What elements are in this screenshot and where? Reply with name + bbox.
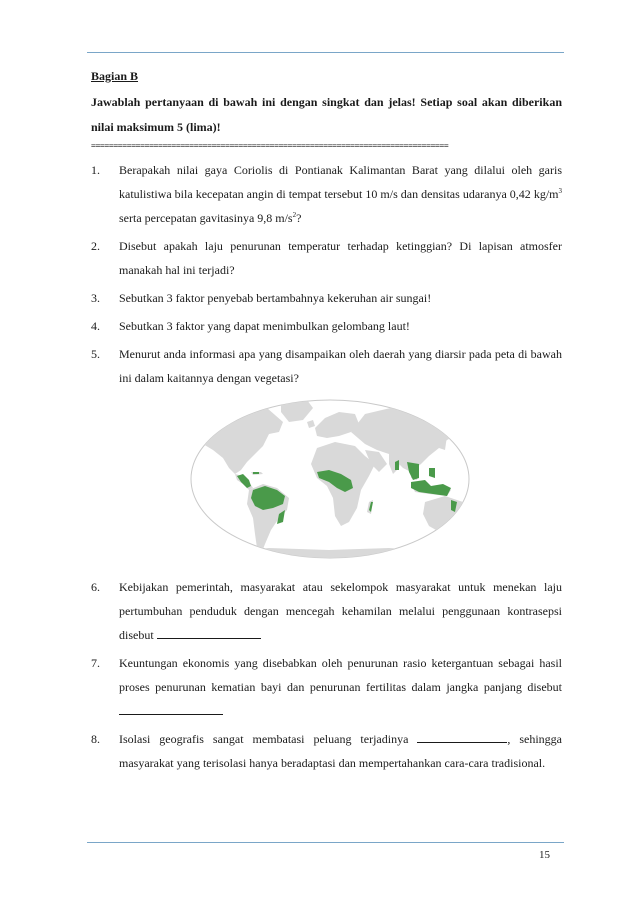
instruction-text: Jawablah pertanyaan di bawah ini dengan singkat dan jelas! Setiap soal akan diberikan nilai maksimum 5 (lima)! [91, 95, 562, 134]
question-text-part: Berapakah nilai gaya Coriolis di Pontianak Kalimantan Barat yang dilalui oleh garis katulistiwa bila kecepatan angin di tempat tersebut 10 m/s dan densitas udaranya 0,42 kg/m [119, 163, 562, 201]
question-1 [91, 158, 562, 230]
section-title: Bagian B [91, 69, 139, 83]
question-text [119, 727, 562, 775]
superscript: 2 [292, 211, 297, 219]
world-map-image [189, 398, 471, 560]
separator-line: ================================================================================ [91, 141, 449, 150]
question-3 [91, 286, 562, 310]
question-text-part: ? [296, 211, 302, 225]
question-text: Menurut anda informasi apa yang disampaikan oleh daerah yang diarsir pada peta di bawah ini dalam kaitannya dengan vegetasi? [119, 347, 562, 385]
question-7 [91, 651, 562, 723]
question-text-part: Kebijakan pemerintah, masyarakat atau sekelompok masyarakat untuk menekan laju pertumbuhan penduduk dengan mencegah kehamilan melalui penggunaan kontrasepsi disebut [119, 580, 562, 642]
question-text [119, 651, 562, 723]
superscript: 3 [558, 187, 562, 195]
footer-rule [87, 842, 564, 843]
question-number: 6. [91, 580, 100, 594]
question-text: Disebut apakah laju penurunan temperatur terhadap ketinggian? Di lapisan atmosfer manakah hal ini terjadi? [119, 239, 562, 277]
answer-blank[interactable] [417, 731, 507, 743]
question-number: 5. [91, 347, 100, 361]
world-vegetation-map [91, 398, 562, 563]
question-5 [91, 342, 562, 390]
answer-blank[interactable] [119, 703, 223, 715]
question-number: 8. [91, 732, 100, 746]
question-text-part: , sehingga masyarakat yang terisolasi hanya beradaptasi dan mempertahankan cara-cara tradisional. [119, 732, 562, 770]
question-text: Sebutkan 3 faktor yang dapat menimbulkan gelombang laut! [119, 319, 410, 333]
question-number: 1. [91, 163, 100, 177]
question-text [119, 575, 562, 647]
question-2 [91, 234, 562, 282]
question-number: 4. [91, 319, 100, 333]
question-number: 7. [91, 656, 100, 670]
question-text: Sebutkan 3 faktor penyebab bertambahnya kekeruhan air sungai! [119, 291, 432, 305]
question-number: 3. [91, 291, 100, 305]
question-8 [91, 727, 562, 775]
answer-blank[interactable] [157, 627, 261, 639]
question-number: 2. [91, 239, 100, 253]
question-4 [91, 314, 562, 338]
question-6 [91, 575, 562, 647]
page-number: 15 [539, 849, 550, 861]
question-text-part: serta percepatan gavitasinya 9,8 m/s [119, 211, 293, 225]
header-rule [87, 52, 564, 53]
question-text-part: Keuntungan ekonomis yang disebabkan oleh penurunan rasio ketergantuan sebagai hasil proses penurunan kematian bayi dan penurunan fertilitas dalam jangka panjang disebut [119, 656, 562, 694]
page-content [91, 66, 562, 779]
question-text-part: Isolasi geografis sangat membatasi peluang terjadinya [119, 732, 418, 746]
question-text [119, 158, 562, 230]
